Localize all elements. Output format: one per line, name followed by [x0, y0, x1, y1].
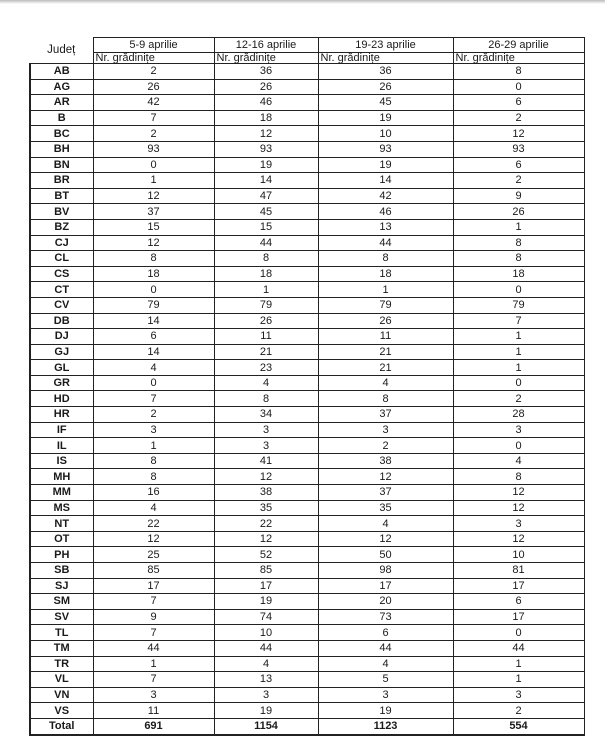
- subheader: Nr. grădinițe: [318, 53, 453, 64]
- count-cell: 12: [93, 235, 214, 251]
- count-cell: 0: [453, 625, 584, 641]
- count-cell: 12: [453, 500, 584, 516]
- count-cell: 18: [214, 266, 318, 282]
- table-row: [30, 531, 584, 547]
- county-code: GJ: [30, 344, 93, 360]
- count-cell: 79: [453, 297, 584, 313]
- count-cell: 8: [453, 469, 584, 485]
- table-row: [30, 64, 584, 80]
- count-cell: 26: [453, 204, 584, 220]
- table-row: [30, 500, 584, 516]
- count-cell: 0: [93, 375, 214, 391]
- count-cell: 6: [93, 329, 214, 345]
- count-cell: 20: [318, 594, 453, 610]
- count-cell: 12: [453, 485, 584, 501]
- county-code: CV: [30, 297, 93, 313]
- count-cell: 34: [214, 407, 318, 423]
- count-cell: 26: [318, 313, 453, 329]
- table-row: [30, 609, 584, 625]
- count-cell: 3: [214, 422, 318, 438]
- count-cell: 4: [93, 500, 214, 516]
- county-code: HR: [30, 407, 93, 423]
- count-cell: 2: [453, 110, 584, 126]
- count-cell: 93: [214, 141, 318, 157]
- table-row: [30, 578, 584, 594]
- count-cell: 0: [453, 375, 584, 391]
- count-cell: 3: [214, 438, 318, 454]
- count-cell: 85: [214, 563, 318, 579]
- count-cell: 42: [318, 188, 453, 204]
- count-cell: 1: [93, 438, 214, 454]
- table-row: [30, 157, 584, 173]
- county-code: NT: [30, 516, 93, 532]
- count-cell: 21: [318, 344, 453, 360]
- count-cell: 0: [93, 282, 214, 298]
- table-row: [30, 282, 584, 298]
- count-cell: 17: [318, 578, 453, 594]
- count-cell: 2: [453, 391, 584, 407]
- count-cell: 5: [318, 672, 453, 688]
- count-cell: 4: [453, 453, 584, 469]
- county-code: GR: [30, 375, 93, 391]
- count-cell: 74: [214, 609, 318, 625]
- count-cell: 22: [214, 516, 318, 532]
- county-code: SJ: [30, 578, 93, 594]
- table-row: [30, 516, 584, 532]
- table-row: [30, 656, 584, 672]
- count-cell: 6: [318, 625, 453, 641]
- county-code: IS: [30, 453, 93, 469]
- table-row: [30, 188, 584, 204]
- county-code: OT: [30, 531, 93, 547]
- county-code: BR: [30, 173, 93, 189]
- county-code: VS: [30, 703, 93, 719]
- count-cell: 47: [214, 188, 318, 204]
- subheader: Nr. grădinițe: [93, 53, 214, 64]
- count-cell: 12: [93, 188, 214, 204]
- count-cell: 19: [214, 594, 318, 610]
- count-cell: 11: [318, 329, 453, 345]
- count-cell: 12: [214, 126, 318, 142]
- count-cell: 12: [453, 126, 584, 142]
- county-code: CS: [30, 266, 93, 282]
- count-cell: 79: [93, 297, 214, 313]
- count-cell: 36: [214, 64, 318, 80]
- table-row: [30, 485, 584, 501]
- count-cell: 42: [93, 95, 214, 111]
- count-cell: 8: [93, 453, 214, 469]
- count-cell: 3: [453, 516, 584, 532]
- count-cell: 81: [453, 563, 584, 579]
- count-cell: 3: [318, 687, 453, 703]
- county-code: TM: [30, 640, 93, 656]
- county-code: SV: [30, 609, 93, 625]
- count-cell: 0: [93, 157, 214, 173]
- county-code: VL: [30, 672, 93, 688]
- county-code: B: [30, 110, 93, 126]
- table-row: [30, 594, 584, 610]
- count-cell: 44: [214, 235, 318, 251]
- county-code: CL: [30, 251, 93, 267]
- count-cell: 19: [214, 157, 318, 173]
- county-code: DB: [30, 313, 93, 329]
- count-cell: 7: [93, 672, 214, 688]
- county-header: Județ: [30, 38, 93, 64]
- count-cell: 3: [318, 422, 453, 438]
- count-cell: 1123: [318, 718, 453, 734]
- count-cell: 7: [93, 625, 214, 641]
- count-cell: 18: [318, 266, 453, 282]
- count-cell: 8: [93, 469, 214, 485]
- count-cell: 2: [453, 703, 584, 719]
- county-code: BN: [30, 157, 93, 173]
- count-cell: 38: [214, 485, 318, 501]
- table-row: [30, 251, 584, 267]
- count-cell: 44: [318, 640, 453, 656]
- count-cell: 1: [453, 219, 584, 235]
- count-cell: 14: [93, 344, 214, 360]
- county-code: VN: [30, 687, 93, 703]
- count-cell: 1: [93, 173, 214, 189]
- period-header: 5-9 aprilie: [93, 38, 214, 53]
- count-cell: 8: [453, 235, 584, 251]
- count-cell: 21: [214, 344, 318, 360]
- count-cell: 1: [318, 282, 453, 298]
- count-cell: 4: [214, 656, 318, 672]
- count-cell: 93: [453, 141, 584, 157]
- count-cell: 8: [318, 251, 453, 267]
- count-cell: 3: [93, 687, 214, 703]
- count-cell: 44: [318, 235, 453, 251]
- count-cell: 79: [318, 297, 453, 313]
- county-code: CT: [30, 282, 93, 298]
- table-row: [30, 360, 584, 376]
- count-cell: 1: [93, 656, 214, 672]
- table-row: [30, 687, 584, 703]
- count-cell: 8: [214, 251, 318, 267]
- count-cell: 1154: [214, 718, 318, 734]
- count-cell: 11: [214, 329, 318, 345]
- count-cell: 554: [453, 718, 584, 734]
- table-row: [30, 703, 584, 719]
- county-code: CJ: [30, 235, 93, 251]
- count-cell: 4: [318, 516, 453, 532]
- count-cell: 2: [318, 438, 453, 454]
- table-row: [30, 173, 584, 189]
- count-cell: 15: [214, 219, 318, 235]
- count-cell: 16: [93, 485, 214, 501]
- count-cell: 7: [93, 110, 214, 126]
- count-cell: 23: [214, 360, 318, 376]
- count-cell: 45: [318, 95, 453, 111]
- count-cell: 25: [93, 547, 214, 563]
- count-cell: 12: [318, 531, 453, 547]
- count-cell: 19: [318, 703, 453, 719]
- count-cell: 35: [214, 500, 318, 516]
- count-cell: 93: [318, 141, 453, 157]
- count-cell: 19: [214, 703, 318, 719]
- table-row: [30, 640, 584, 656]
- count-cell: 93: [93, 141, 214, 157]
- county-code: BT: [30, 188, 93, 204]
- count-cell: 85: [93, 563, 214, 579]
- count-cell: 2: [93, 126, 214, 142]
- table-row: [30, 344, 584, 360]
- count-cell: 2: [453, 173, 584, 189]
- count-cell: 37: [318, 407, 453, 423]
- count-cell: 6: [453, 594, 584, 610]
- count-cell: 38: [318, 453, 453, 469]
- count-cell: 1: [453, 329, 584, 345]
- table-row: [30, 563, 584, 579]
- count-cell: 9: [93, 609, 214, 625]
- count-cell: 37: [318, 485, 453, 501]
- table-row: [30, 422, 584, 438]
- table-row: [30, 204, 584, 220]
- count-cell: 35: [318, 500, 453, 516]
- count-cell: 73: [318, 609, 453, 625]
- count-cell: 8: [453, 64, 584, 80]
- count-cell: 98: [318, 563, 453, 579]
- count-cell: 8: [453, 251, 584, 267]
- count-cell: 1: [453, 344, 584, 360]
- county-code: IL: [30, 438, 93, 454]
- total-row: [30, 718, 584, 734]
- count-cell: 14: [318, 173, 453, 189]
- table-row: [30, 297, 584, 313]
- count-cell: 12: [214, 469, 318, 485]
- count-cell: 44: [453, 640, 584, 656]
- count-cell: 79: [214, 297, 318, 313]
- count-cell: 3: [453, 687, 584, 703]
- count-cell: 8: [318, 391, 453, 407]
- count-cell: 26: [318, 79, 453, 95]
- count-cell: 7: [93, 391, 214, 407]
- table-row: [30, 469, 584, 485]
- county-code: SB: [30, 563, 93, 579]
- count-cell: 28: [453, 407, 584, 423]
- table-row: [30, 110, 584, 126]
- table-row: [30, 235, 584, 251]
- count-cell: 13: [318, 219, 453, 235]
- count-cell: 4: [318, 656, 453, 672]
- table-row: [30, 219, 584, 235]
- count-cell: 17: [214, 578, 318, 594]
- count-cell: 11: [93, 703, 214, 719]
- count-cell: 22: [93, 516, 214, 532]
- table-row: [30, 266, 584, 282]
- count-cell: 0: [453, 79, 584, 95]
- table-row: [30, 438, 584, 454]
- count-cell: 10: [318, 126, 453, 142]
- table-row: [30, 547, 584, 563]
- count-cell: 26: [214, 79, 318, 95]
- table-row: [30, 672, 584, 688]
- count-cell: 36: [318, 64, 453, 80]
- count-cell: 8: [214, 391, 318, 407]
- table-row: [30, 329, 584, 345]
- period-header: 12-16 aprilie: [214, 38, 318, 53]
- county-code: HD: [30, 391, 93, 407]
- count-cell: 1: [453, 360, 584, 376]
- count-cell: 18: [93, 266, 214, 282]
- table-row: [30, 95, 584, 111]
- period-header: 26-29 aprilie: [453, 38, 584, 53]
- table-row: [30, 453, 584, 469]
- count-cell: 10: [214, 625, 318, 641]
- count-cell: 2: [93, 64, 214, 80]
- table-row: [30, 625, 584, 641]
- county-code: IF: [30, 422, 93, 438]
- count-cell: 4: [93, 360, 214, 376]
- county-code: MM: [30, 485, 93, 501]
- count-cell: 44: [214, 640, 318, 656]
- county-code: BZ: [30, 219, 93, 235]
- count-cell: 19: [318, 157, 453, 173]
- count-cell: 46: [214, 95, 318, 111]
- count-cell: 3: [453, 422, 584, 438]
- county-code: TR: [30, 656, 93, 672]
- county-code: SM: [30, 594, 93, 610]
- count-cell: 3: [93, 422, 214, 438]
- county-code: AR: [30, 95, 93, 111]
- table-row: [30, 375, 584, 391]
- county-code: GL: [30, 360, 93, 376]
- count-cell: 6: [453, 157, 584, 173]
- table-row: [30, 313, 584, 329]
- kindergarten-table: [29, 37, 585, 736]
- count-cell: 46: [318, 204, 453, 220]
- count-cell: 14: [93, 313, 214, 329]
- count-cell: 14: [214, 173, 318, 189]
- county-code: PH: [30, 547, 93, 563]
- table-body: [30, 64, 584, 735]
- count-cell: 0: [453, 438, 584, 454]
- count-cell: 10: [453, 547, 584, 563]
- count-cell: 6: [453, 95, 584, 111]
- scan-edge: [0, 0, 605, 4]
- county-code: BC: [30, 126, 93, 142]
- count-cell: 1: [214, 282, 318, 298]
- count-cell: 17: [93, 578, 214, 594]
- count-cell: 26: [93, 79, 214, 95]
- count-cell: 7: [93, 594, 214, 610]
- table-row: [30, 407, 584, 423]
- count-cell: 4: [214, 375, 318, 391]
- count-cell: 0: [453, 282, 584, 298]
- county-code: TL: [30, 625, 93, 641]
- county-code: Total: [30, 718, 93, 734]
- table-row: [30, 141, 584, 157]
- count-cell: 15: [93, 219, 214, 235]
- count-cell: 19: [318, 110, 453, 126]
- count-cell: 41: [214, 453, 318, 469]
- county-code: AB: [30, 64, 93, 80]
- county-code: BV: [30, 204, 93, 220]
- county-code: MH: [30, 469, 93, 485]
- county-code: BH: [30, 141, 93, 157]
- count-cell: 12: [318, 469, 453, 485]
- county-code: MS: [30, 500, 93, 516]
- count-cell: 12: [93, 531, 214, 547]
- count-cell: 9: [453, 188, 584, 204]
- count-cell: 26: [214, 313, 318, 329]
- count-cell: 13: [214, 672, 318, 688]
- count-cell: 3: [214, 687, 318, 703]
- count-cell: 37: [93, 204, 214, 220]
- count-cell: 17: [453, 578, 584, 594]
- count-cell: 2: [93, 407, 214, 423]
- count-cell: 52: [214, 547, 318, 563]
- count-cell: 1: [453, 656, 584, 672]
- count-cell: 8: [93, 251, 214, 267]
- count-cell: 18: [214, 110, 318, 126]
- count-cell: 21: [318, 360, 453, 376]
- count-cell: 12: [214, 531, 318, 547]
- count-cell: 18: [453, 266, 584, 282]
- subheader: Nr. grădinițe: [214, 53, 318, 64]
- count-cell: 17: [453, 609, 584, 625]
- county-code: DJ: [30, 329, 93, 345]
- count-cell: 50: [318, 547, 453, 563]
- count-cell: 45: [214, 204, 318, 220]
- count-cell: 44: [93, 640, 214, 656]
- count-cell: 691: [93, 718, 214, 734]
- count-cell: 12: [453, 531, 584, 547]
- table-row: [30, 391, 584, 407]
- county-code: AG: [30, 79, 93, 95]
- subheader: Nr. grădinițe: [453, 53, 584, 64]
- count-cell: 4: [318, 375, 453, 391]
- period-header: 19-23 aprilie: [318, 38, 453, 53]
- count-cell: 7: [453, 313, 584, 329]
- table-row: [30, 126, 584, 142]
- count-cell: 1: [453, 672, 584, 688]
- table-row: [30, 79, 584, 95]
